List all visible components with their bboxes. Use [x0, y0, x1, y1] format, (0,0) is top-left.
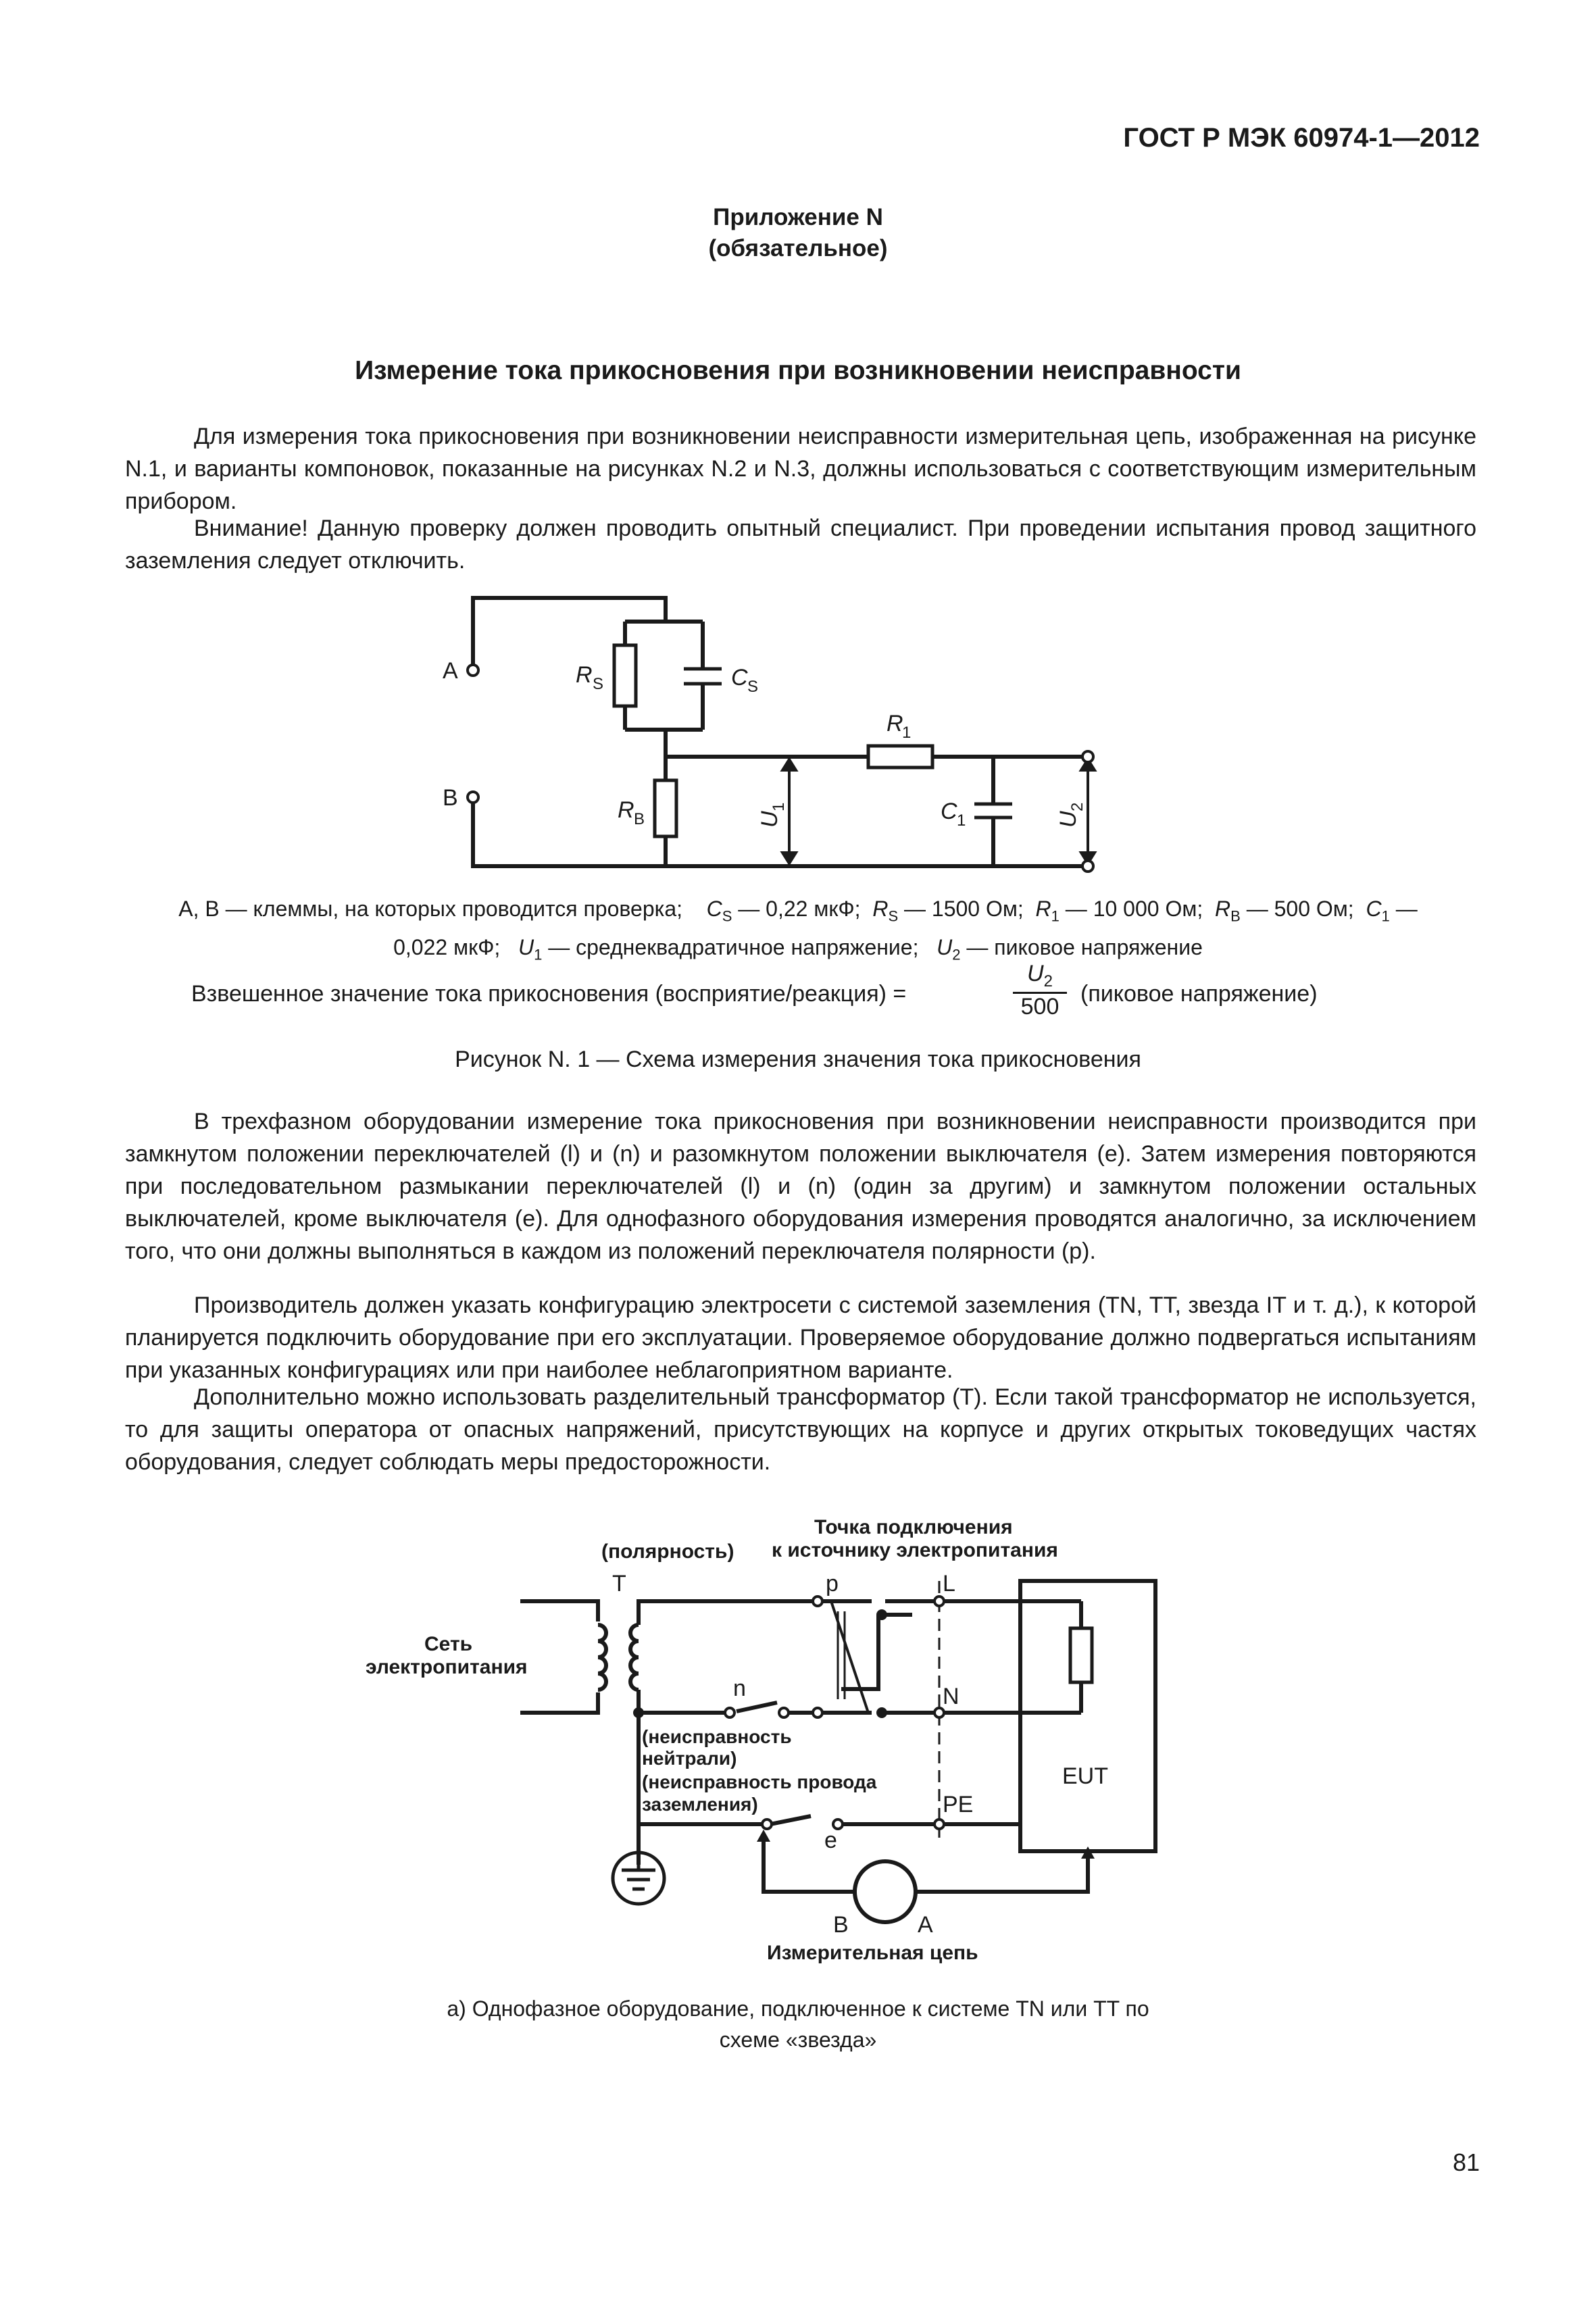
svg-text:к источнику электропитания: к источнику электропитания [772, 1539, 1058, 1561]
annex-status: (обязательное) [708, 235, 888, 261]
section-title: Измерение тока прикосновения при возникновении неисправности [355, 356, 1241, 385]
svg-text:R: R [887, 711, 903, 736]
svg-text:T: T [612, 1571, 626, 1596]
svg-text:EUT: EUT [1062, 1763, 1108, 1789]
svg-text:C: C [941, 799, 957, 824]
standard-header: ГОСТ Р МЭК 60974-1—2012 [1123, 123, 1480, 153]
eut-box [1020, 1581, 1155, 1851]
label-a: A [443, 658, 458, 684]
svg-text:заземления): заземления) [642, 1794, 758, 1815]
svg-text:Точка подключения: Точка подключения [814, 1516, 1013, 1538]
svg-text:1: 1 [902, 724, 912, 742]
page-number: 81 [1452, 2148, 1480, 2176]
figure-2a-caption: а) Однофазное оборудование, подключенное к системе TN или TT по схеме «звезда» [447, 1996, 1149, 2052]
figure-1-caption: Рисунок N. 1 — Схема измерения значения тока прикосновения [455, 1047, 1141, 1072]
svg-text:1: 1 [770, 802, 788, 811]
meter [855, 1861, 916, 1922]
terminal-a [468, 665, 478, 676]
svg-text:U: U [757, 811, 782, 828]
body-paragraph-2: Производитель должен указать конфигурацию электросети с системой заземления (TN, TT, звезда IT и т. д.), к которой планируется подключить оборудование при его эксплуатации. Проверяемое оборудование должно подвергаться испытаниям при указанных конфигурациях или при наиболее неблагоприятном варианте. [125, 1292, 1476, 1383]
svg-text:R: R [618, 797, 634, 823]
resistor-rb [655, 780, 676, 836]
svg-text:U: U [1055, 811, 1081, 828]
resistor-rs [614, 645, 636, 706]
svg-text:S: S [747, 678, 759, 696]
svg-text:R: R [576, 662, 593, 688]
svg-text:A: A [918, 1912, 933, 1938]
svg-text:(полярность): (полярность) [601, 1540, 734, 1563]
svg-text:PE: PE [943, 1792, 974, 1817]
svg-text:1: 1 [957, 811, 966, 830]
resistor-r1 [868, 746, 932, 768]
eut-resistor [1070, 1628, 1092, 1682]
svg-text:B: B [833, 1912, 849, 1938]
svg-text:нейтрали): нейтрали) [642, 1748, 737, 1769]
figure-1-circuit [0, 581, 1596, 892]
svg-text:(неисправность: (неисправность [642, 1726, 792, 1747]
annex-title: Приложение N [713, 204, 883, 230]
svg-text:p: p [826, 1571, 839, 1596]
intro-paragraph-1: Для измерения тока прикосновения при возникновении неисправности измерительная цепь, изображенная на рисунке N.1, и варианты компоновок, показанные на рисунках N.2 и N.3, должны использоваться с соответствующим измерительным прибором. [125, 424, 1476, 514]
svg-text:e: e [824, 1828, 837, 1853]
svg-text:(неисправность провода: (неисправность провода [642, 1771, 877, 1792]
svg-text:Измерительная цепь: Измерительная цепь [767, 1942, 978, 1964]
figure-1-legend: A, B — клеммы, на которых проводится проверка; $C_S$ — 0,22 мкФ; $R_S$ — 1500 Ом; $R_1$ — 10 000 Ом; $R_B$ — 500 Ом; $C_1$ — 0,022 мкФ; $U_1$ — среднеквадратичное напряжение; $U_2$ — пиковое напряжение [178, 897, 1418, 963]
svg-text:C: C [731, 665, 748, 690]
svg-text:B: B [634, 810, 645, 828]
label-b: B [443, 785, 458, 811]
intro-paragraph-2: Внимание! Данную проверку должен проводить опытный специалист. При проведении испытания провод защитного заземления следует отключить. [125, 515, 1476, 574]
svg-text:n: n [733, 1676, 746, 1701]
figure-2a-circuit [0, 1500, 1596, 1986]
svg-text:электропитания: электропитания [366, 1656, 528, 1678]
terminal-b [468, 792, 478, 803]
svg-text:Сеть: Сеть [424, 1633, 473, 1655]
body-paragraph-1: В трехфазном оборудовании измерение тока прикосновения при возникновении неисправности производится при замкнутом положении переключателей (l) и (n) и разомкнутом положении выключателя (e). Затем измерения повторяются при последовательном размыкании переключателей (l) и (n) (один за другим) и замкнутом положении остальных выключателей, кроме выключателя (e). Для однофазного оборудования измерения проводятся аналогично, за исключением того, что они должны выполняться в каждом из положений переключателя полярности (p). [125, 1109, 1476, 1264]
svg-text:N: N [943, 1684, 959, 1709]
svg-text:S: S [593, 675, 604, 693]
svg-text:2: 2 [1068, 802, 1087, 811]
body-paragraph-3: Дополнительно можно использовать разделительный трансформатор (T). Если такой трансформатор не используется, то для защиты оператора от опасных напряжений, присутствующих на корпусе и других открытых токоведущих частях оборудования, следует соблюдать меры предосторожности. [125, 1384, 1476, 1475]
formula: Взвешенное значение тока прикосновения (восприятие/реакция) = $U_2$ 500 (пиковое напряжение) [191, 961, 1318, 1020]
svg-text:L: L [943, 1571, 955, 1596]
